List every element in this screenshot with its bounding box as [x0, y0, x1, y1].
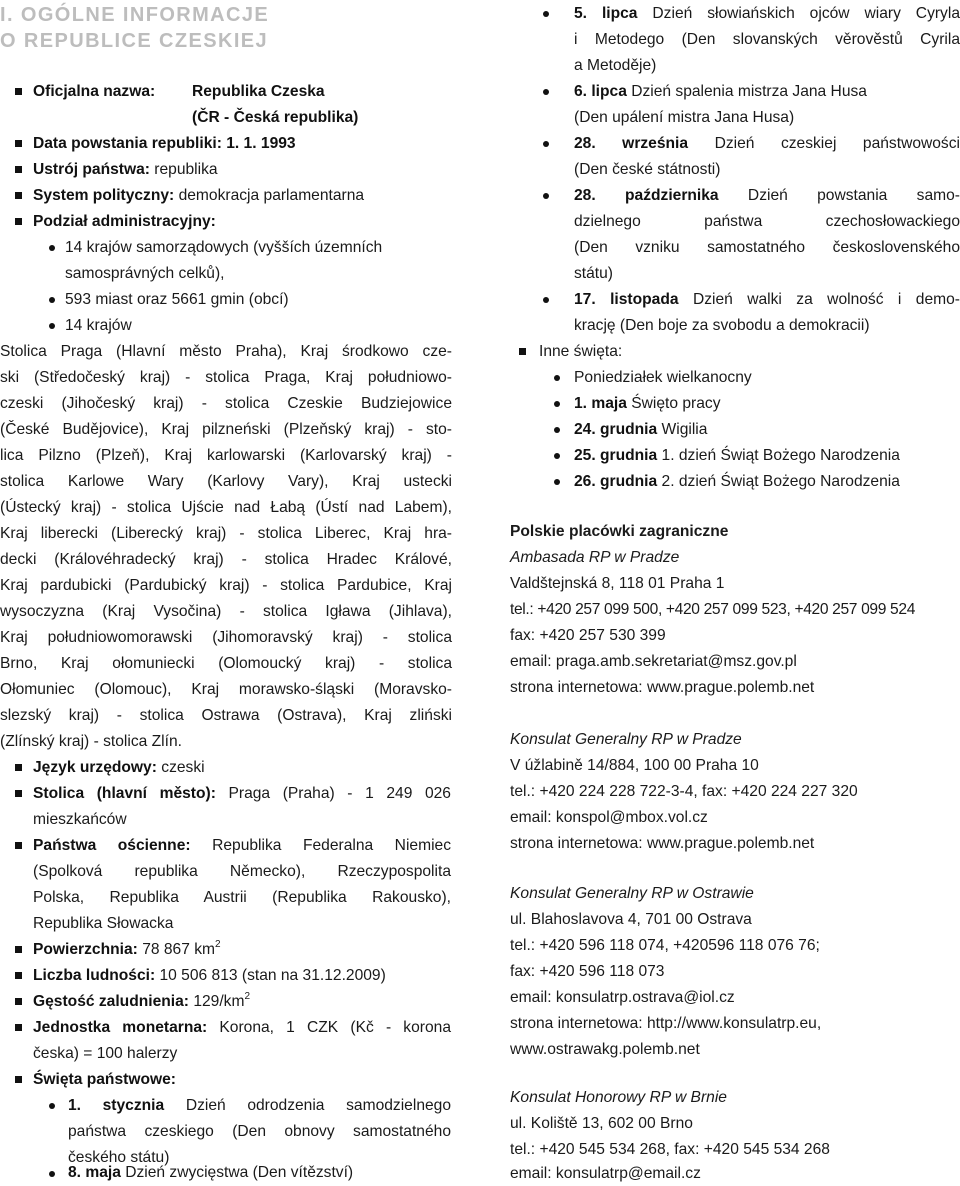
paragraph-line: (České Budějovice), Kraj pilzneński (Plzeňský kraj) - sto- — [0, 421, 452, 438]
holiday-item: (Den upálení mistra Jana Husa) — [574, 109, 795, 126]
square-bullet-icon — [15, 140, 22, 147]
embassy-email[interactable]: email: praga.amb.sekretariat@msz.gov.pl — [510, 653, 797, 670]
round-bullet-icon — [554, 479, 560, 485]
other-holidays-label: Inne święta: — [539, 343, 623, 360]
consulate-brno-phone: tel.: +420 545 534 268, fax: +420 545 534 268 — [510, 1141, 830, 1158]
round-bullet-icon — [554, 453, 560, 459]
round-bullet-icon — [543, 89, 549, 95]
paragraph-line: (Zlínský kraj) - stolica Zlín. — [0, 733, 182, 750]
consulate-ostrava-website[interactable]: strona internetowa: http://www.konsulatrp.eu, — [510, 1015, 822, 1032]
square-bullet-icon — [15, 972, 22, 979]
square-bullet-icon — [519, 348, 526, 355]
square-bullet-icon — [15, 1076, 22, 1083]
square-bullet-icon — [15, 946, 22, 953]
holiday-item: 25. grudnia 1. dzień Świąt Bożego Narodzenia — [574, 447, 900, 464]
section-title: I. OGÓLNE INFORMACJE — [0, 4, 270, 26]
paragraph-line: Ołomuniec (Olomouc), Kraj morawsko-śląski (Moravsko- — [0, 681, 452, 698]
regime: Ustrój państwa: republika — [33, 161, 218, 178]
paragraph-line: decki (Královéhradecký kraj) - stolica Hradec Králové, — [0, 551, 452, 568]
holiday-item: państwa czeskiego (Den obnovy samostatného — [68, 1123, 451, 1140]
round-bullet-icon — [543, 11, 549, 17]
square-bullet-icon — [15, 998, 22, 1005]
state-holidays-label: Święta państwowe: — [33, 1071, 176, 1088]
round-bullet-icon — [554, 401, 560, 407]
square-bullet-icon — [15, 166, 22, 173]
paragraph-line: ski (Středočeský kraj) - stolica Praga, Kraj południowo- — [0, 369, 452, 386]
paragraph-line: (Ústecký kraj) - stolica Ujście nad Łabą (Ústí nad Labem), — [0, 499, 452, 516]
consulate-ostrava-address: ul. Blahoslavova 4, 701 00 Ostrava — [510, 911, 752, 928]
square-bullet-icon — [15, 764, 22, 771]
square-bullet-icon — [15, 790, 22, 797]
consulate-ostrava-phone: tel.: +420 596 118 074, +420596 118 076 76; — [510, 937, 820, 954]
paragraph-line: lica Pilzno (Plzeň), Kraj karlowarski (Karlovarský kraj) - — [0, 447, 452, 464]
holiday-item: 1. maja Święto pracy — [574, 395, 721, 412]
official-name-label: Oficjalna nazwa: — [33, 83, 156, 100]
round-bullet-icon — [49, 297, 55, 303]
holiday-item: i Metodego (Den slovanských věrověstů Cyrila — [574, 31, 960, 48]
consulate-prague-phone: tel.: +420 224 228 722-3-4, fax: +420 224 227 320 — [510, 783, 858, 800]
consulate-prague-name: Konsulat Generalny RP w Pradze — [510, 731, 742, 748]
round-bullet-icon — [554, 427, 560, 433]
square-bullet-icon — [15, 218, 22, 225]
consulate-prague-website[interactable]: strona internetowa: www.prague.polemb.net — [510, 835, 815, 852]
round-bullet-icon — [49, 323, 55, 329]
consulate-ostrava-fax: fax: +420 596 118 073 — [510, 963, 665, 980]
embassy-fax: fax: +420 257 530 399 — [510, 627, 666, 644]
consulate-brno-email[interactable]: email: konsulatrp@email.cz — [510, 1165, 701, 1182]
embassy-address: Valdštejnská 8, 118 01 Praha 1 — [510, 575, 725, 592]
square-bullet-icon — [15, 1024, 22, 1031]
holiday-item: státu) — [574, 265, 613, 282]
holiday-item: 28. października Dzień powstania samo- — [574, 187, 960, 204]
official-language: Język urzędowy: czeski — [33, 759, 205, 776]
neighbouring-countries: Polska, Republika Austrii (Republika Rakousko), — [33, 889, 451, 906]
consulate-brno-name: Konsulat Honorowy RP w Brnie — [510, 1089, 727, 1106]
official-name-value: Republika Czeska — [192, 83, 325, 100]
holiday-item: 28. września Dzień czeskiej państwowości — [574, 135, 960, 152]
holiday-item: a Metoděje) — [574, 57, 657, 74]
holiday-item: 26. grudnia 2. dzień Świąt Bożego Narodzenia — [574, 473, 900, 490]
population-density: Gęstość zaludnienia: $129/km^2$ — [33, 990, 251, 1010]
capital: mieszkańców — [33, 811, 127, 828]
founding-date: Data powstania republiki: 1. 1. 1993 — [33, 135, 296, 152]
round-bullet-icon — [554, 375, 560, 381]
round-bullet-icon — [49, 245, 55, 251]
neighbouring-countries: Republika Słowacka — [33, 915, 174, 932]
paragraph-line: stolica Karlowe Wary (Karlovy Vary), Kraj ustecki — [0, 473, 452, 490]
round-bullet-icon — [543, 297, 549, 303]
section-title: O REPUBLICE CZESKIEJ — [0, 30, 269, 52]
holiday-item: dzielnego państwa czechosłowackiego — [574, 213, 960, 230]
political-system: System polityczny: demokracja parlamentarna — [33, 187, 365, 204]
list-item: 14 krajów samorządowych (vyšších územních — [65, 239, 383, 256]
consulate-brno-address: ul. Koliště 13, 602 00 Brno — [510, 1115, 693, 1132]
paragraph-line: Kraj południowomorawski (Jihomoravský kraj) - stolica — [0, 629, 452, 646]
consulate-ostrava-website[interactable]: www.ostrawakg.polemb.net — [510, 1041, 700, 1058]
holiday-item: Poniedziałek wielkanocny — [574, 369, 752, 386]
consulate-ostrava-name: Konsulat Generalny RP w Ostrawie — [510, 885, 754, 902]
square-bullet-icon — [15, 192, 22, 199]
admin-division-label: Podział administracyjny: — [33, 213, 216, 230]
list-item: 14 krajów — [65, 317, 132, 334]
round-bullet-icon — [543, 193, 549, 199]
population: Liczba ludności: 10 506 813 (stan na 31.12.2009) — [33, 967, 386, 984]
embassy-website[interactable]: strona internetowa: www.prague.polemb.net — [510, 679, 815, 696]
holiday-item: 5. lipca Dzień słowiańskich ojców wiary Cyryla — [574, 5, 960, 22]
embassy-phone: tel.: +420 257 099 500, +420 257 099 523, +420 257 099 524 — [510, 601, 916, 618]
holiday-item: 17. listopada Dzień walki za wolność i demo- — [574, 291, 960, 308]
paragraph-line: slezský kraj) - stolica Ostrawa (Ostrava), Kraj zliński — [0, 707, 452, 724]
holiday-item: (Den české státnosti) — [574, 161, 721, 178]
holiday-item: českého státu) — [68, 1149, 170, 1166]
currency: Jednostka monetarna: Korona, 1 CZK (Kč - korona — [33, 1019, 451, 1036]
currency: česka) = 100 halerzy — [33, 1045, 178, 1062]
holiday-item: 24. grudnia Wigilia — [574, 421, 708, 438]
paragraph-line: Brno, Kraj ołomuniecki (Olomoucký kraj) - stolica — [0, 655, 452, 672]
capital: Stolica (hlavní město): Praga (Praha) - 1 249 026 — [33, 785, 451, 802]
neighbouring-countries: (Spolková republika Německo), Rzeczypospolita — [33, 863, 451, 880]
consulate-ostrava-email[interactable]: email: konsulatrp.ostrava@iol.cz — [510, 989, 735, 1006]
holiday-item: (Den vzniku samostatného československého — [574, 239, 960, 256]
holiday-item: krację (Den boje za svobodu a demokracii) — [574, 317, 870, 334]
holiday-item: 6. lipca Dzień spalenia mistrza Jana Husa — [574, 83, 867, 100]
holiday-item: 1. stycznia Dzień odrodzenia samodzielnego — [68, 1097, 452, 1114]
embassy-name: Ambasada RP w Pradze — [510, 549, 680, 566]
consulate-prague-email[interactable]: email: konspol@mbox.vol.cz — [510, 809, 708, 826]
list-item: 593 miast oraz 5661 gmin (obcí) — [65, 291, 289, 308]
paragraph-line: czeski (Jihočeský kraj) - stolica Czeskie Budziejowice — [0, 395, 452, 412]
paragraph-line: Stolica Praga (Hlavní město Praha), Kraj środkowo cze- — [0, 343, 452, 360]
paragraph-line: Kraj pardubicki (Pardubický kraj) - stolica Pardubice, Kraj — [0, 577, 452, 594]
paragraph-line: Kraj liberecki (Liberecký kraj) - stolica Liberec, Kraj hra- — [0, 525, 452, 542]
official-name-value: (ČR - Česká republika) — [192, 109, 359, 126]
neighbouring-countries: Państwa ościenne: Republika Federalna Niemiec — [33, 837, 452, 854]
missions-heading: Polskie placówki zagraniczne — [510, 523, 729, 540]
list-item: samosprávných celků), — [65, 265, 225, 282]
round-bullet-icon — [49, 1171, 55, 1177]
area: Powierzchnia: 78 867 $km^2$ — [33, 938, 221, 958]
square-bullet-icon — [15, 842, 22, 849]
square-bullet-icon — [15, 88, 22, 95]
round-bullet-icon — [49, 1103, 55, 1109]
consulate-prague-address: V úžlabině 14/884, 100 00 Praha 10 — [510, 757, 759, 774]
holiday-item: 8. maja Dzień zwycięstwa (Den vítězství) — [68, 1164, 354, 1181]
paragraph-line: wysoczyzna (Kraj Vysočina) - stolica Igława (Jihlava), — [0, 603, 452, 620]
round-bullet-icon — [543, 141, 549, 147]
